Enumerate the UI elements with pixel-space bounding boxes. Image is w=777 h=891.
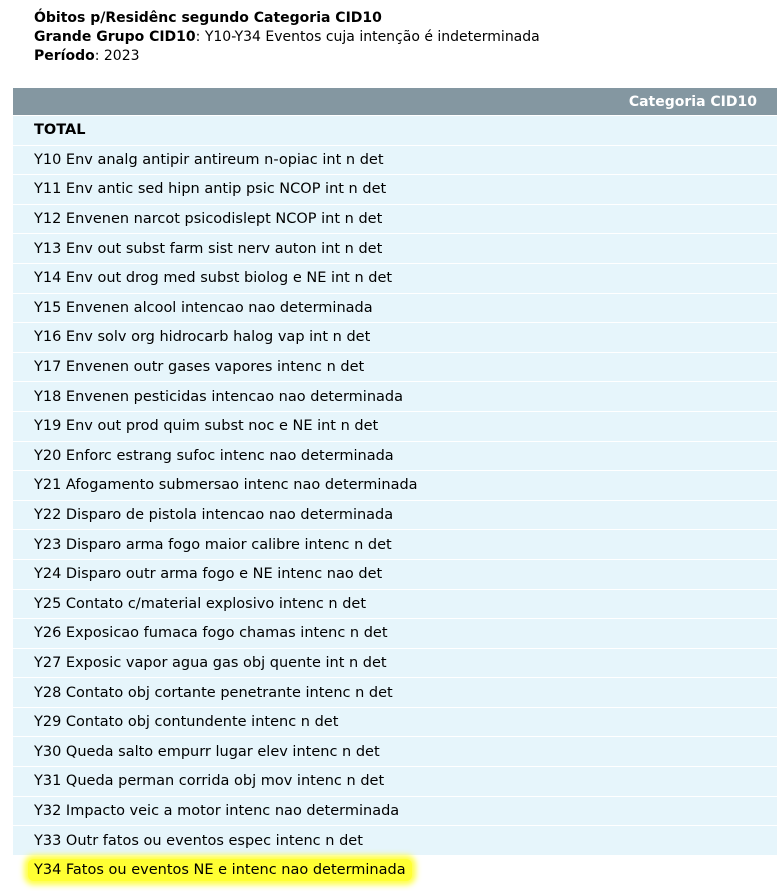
period-value: : 2023	[94, 48, 140, 64]
table-row-label: Y17 Envenen outr gases vapores intenc n det	[34, 359, 365, 376]
table-row	[13, 471, 777, 500]
table-row	[13, 234, 777, 263]
table-row-label: Y28 Contato obj cortante penetrante intenc n det	[34, 684, 393, 701]
table-row	[13, 590, 777, 619]
table-row-label: Y25 Contato c/material explosivo intenc n det	[34, 595, 367, 612]
table-row	[13, 826, 777, 855]
table-row	[13, 382, 777, 411]
results-table	[13, 88, 777, 884]
table-row-label: Y31 Queda perman corrida obj mov intenc n det	[34, 773, 385, 790]
table-row	[13, 442, 777, 471]
table-row-label: Y29 Contato obj contundente intenc n det	[34, 714, 339, 731]
table-row	[13, 708, 777, 737]
table-row-total: TOTAL	[13, 116, 777, 145]
group-label: Grande Grupo CID10	[34, 29, 196, 45]
table-row	[13, 649, 777, 678]
table-row-label: Y30 Queda salto empurr lugar elev intenc n det	[34, 743, 380, 760]
table-row-label: Y10 Env analg antipir antireum n-opiac int n det	[34, 151, 384, 168]
table-row-label: Y14 Env out drog med subst biolog e NE int n det	[34, 270, 393, 287]
table-row	[13, 678, 777, 707]
table-row-label: Y19 Env out prod quim subst noc e NE int n det	[34, 418, 379, 435]
table-row	[13, 856, 777, 885]
highlighted-row-label: Y34 Fatos ou eventos NE e intenc nao determinada	[28, 859, 412, 881]
table-row	[13, 619, 777, 648]
group-filter	[34, 28, 540, 47]
table-row-label: Y26 Exposicao fumaca fogo chamas intenc n det	[34, 625, 388, 642]
table-row-label: Y27 Exposic vapor agua gas obj quente int n det	[34, 654, 387, 671]
report-header	[34, 9, 540, 66]
table-row	[13, 175, 777, 204]
table-row	[13, 353, 777, 382]
table-row	[13, 560, 777, 589]
table-row-label: Y18 Envenen pesticidas intencao nao determinada	[34, 388, 403, 405]
table-row	[13, 501, 777, 530]
table-row	[13, 530, 777, 559]
period-label: Período	[34, 48, 95, 64]
table-row-label: Y12 Envenen narcot psicodislept NCOP int n det	[34, 211, 383, 228]
table-row-label: Y13 Env out subst farm sist nerv auton int n det	[34, 240, 383, 257]
column-header-categoria[interactable]: Categoria CID10	[13, 88, 777, 115]
report-title: Óbitos p/Residênc segundo Categoria CID10	[34, 10, 382, 26]
group-value: : Y10-Y34 Eventos cuja intenção é indeterminada	[195, 29, 540, 45]
table-row-label: Y15 Envenen alcool intencao nao determinada	[34, 299, 373, 316]
table-row-label: Y24 Disparo outr arma fogo e NE intenc nao det	[34, 566, 383, 583]
table-row-label: Y33 Outr fatos ou eventos espec intenc n det	[34, 832, 363, 849]
table-row	[13, 205, 777, 234]
period-filter	[34, 47, 540, 66]
table-row-label: Y21 Afogamento submersao intenc nao determinada	[34, 477, 418, 494]
table-row	[13, 146, 777, 175]
table-row	[13, 323, 777, 352]
table-row	[13, 264, 777, 293]
table-body	[13, 146, 777, 885]
table-row	[13, 294, 777, 323]
table-row	[13, 797, 777, 826]
table-row-label: Y11 Env antic sed hipn antip psic NCOP int n det	[34, 181, 387, 198]
table-row-label: Y23 Disparo arma fogo maior calibre intenc n det	[34, 536, 392, 553]
table-row	[13, 737, 777, 766]
table-row	[13, 412, 777, 441]
table-row-label: Y22 Disparo de pistola intencao nao determinada	[34, 507, 394, 524]
table-row-label: Y16 Env solv org hidrocarb halog vap int n det	[34, 329, 371, 346]
table-row-label: Y32 Impacto veic a motor intenc nao determinada	[34, 802, 400, 819]
table-row-label: Y20 Enforc estrang sufoc intenc nao determinada	[34, 447, 394, 464]
table-row	[13, 767, 777, 796]
